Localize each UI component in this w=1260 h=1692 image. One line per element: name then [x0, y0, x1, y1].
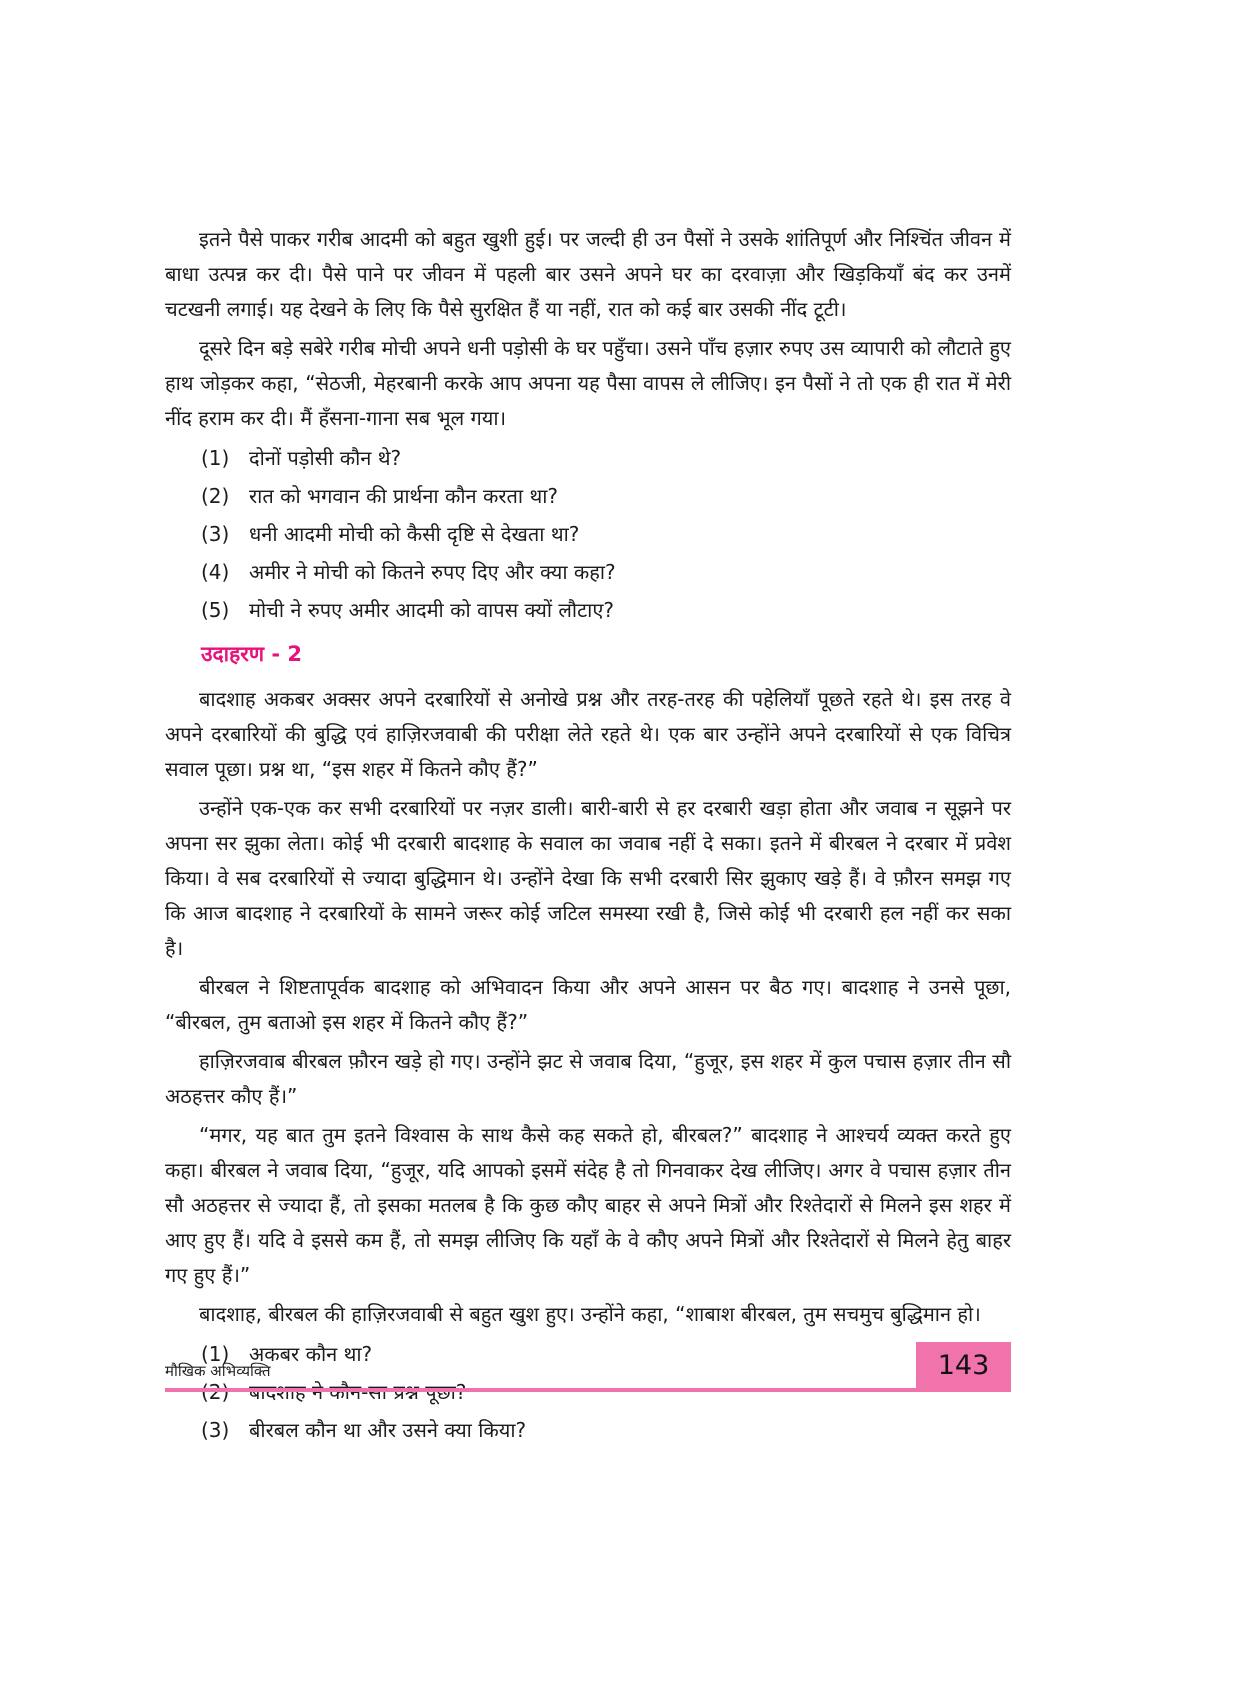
question-item — [201, 518, 1011, 551]
example-heading: उदाहरण - 2 — [201, 642, 302, 666]
paragraph-4: उन्होंने एक-एक कर सभी दरबारियों पर नज़र डाली। बारी-बारी से हर दरबारी खड़ा होता और जवाब न सूझने पर अपना सर झुका लेता। कोई भी दरबारी बादशाह के सवाल का जवाब नहीं दे सका। इतने में बीरबल ने दरबार में प्रवेश किया। वे सब दरबारियों से ज्यादा बुद्धिमान थे। उन्होंने देखा कि सभी दरबारी सिर झुकाए खड़े हैं। वे फ़ौरन समझ गए कि आज बादशाह ने दरबारियों के सामने जरूर कोई जटिल समस्या रखी है, जिसे कोई भी दरबारी हल नहीं कर सका है। — [165, 796, 1011, 960]
question-item — [201, 442, 1011, 475]
paragraph-1: इतने पैसे पाकर गरीब आदमी को बहुत खुशी हुई। पर जल्दी ही उन पैसों ने उसके शांतिपूर्ण और निश्चिंत जीवन में बाधा उत्पन्न कर दी। पैसे पाने पर जीवन में पहली बार उसने अपने घर का दरवाज़ा और खिड़कियाँ बंद कर उनमें चटखनी लगाई। यह देखने के लिए कि पैसे सुरक्षित हैं या नहीं, रात को कई बार उसकी नींद टूटी। — [165, 227, 1011, 321]
footer-chapter-label: मौखिक अभिव्यक्ति — [165, 1362, 271, 1380]
question-list-1 — [165, 442, 1011, 627]
question-number: (2) — [201, 1380, 230, 1404]
question-item — [201, 594, 1011, 627]
question-item — [201, 1414, 1011, 1447]
question-number: (4) — [201, 560, 230, 584]
paragraph-5: बीरबल ने शिष्टतापूर्वक बादशाह को अभिवादन किया और अपने आसन पर बैठ गए। बादशाह ने उनसे पूछा, “बीरबल, तुम बताओ इस शहर में कितने कौए हैं?” — [165, 975, 1011, 1034]
paragraph-8: बादशाह, बीरबल की हाज़िरजवाबी से बहुत खुश हुए। उन्होंने कहा, “शाबाश बीरबल, तुम सचमुच बुद्धिमान हो। — [199, 1302, 981, 1326]
question-number: (5) — [201, 598, 230, 622]
page-number-badge: 143 — [916, 1342, 1011, 1388]
question-text: अकबर कौन था? — [249, 1342, 373, 1366]
paragraph-2: दूसरे दिन बड़े सबेरे गरीब मोची अपने धनी पड़ोसी के घर पहुँचा। उसने पाँच हज़ार रुपए उस व्यापारी को लौटाते हुए हाथ जोड़कर कहा, “सेठजी, मेहरबानी करके आप अपना यह पैसा वापस ले लीजिए। इन पैसों ने तो एक ही रात में मेरी नींद हराम कर दी। मैं हँसना-गाना सब भूल गया। — [165, 336, 1011, 430]
question-text: बीरबल कौन था और उसने क्या किया? — [249, 1418, 527, 1442]
question-number: (1) — [201, 446, 230, 470]
question-number: (3) — [201, 522, 230, 546]
question-text: बादशाह ने कौन-सा प्रश्न पूछा? — [249, 1380, 467, 1404]
question-text: दोनों पड़ोसी कौन थे? — [249, 446, 402, 470]
page-body-text — [165, 222, 1011, 1455]
paragraph-3: बादशाह अकबर अक्सर अपने दरबारियों से अनोखे प्रश्न और तरह-तरह की पहेलियाँ पूछते रहते थे। इस तरह वे अपने दरबारियों की बुद्धि एवं हाज़िरजवाबी की परीक्षा लेते रहते थे। एक बार उन्होंने अपने दरबारियों से एक विचित्र सवाल पूछा। प्रश्न था, “इस शहर में कितने कौए हैं?” — [165, 687, 1011, 781]
paragraph-6: हाज़िरजवाब बीरबल फ़ौरन खड़े हो गए। उन्होंने झट से जवाब दिया, “हुजूर, इस शहर में कुल पचास हज़ार तीन सौ अठहत्तर कौए हैं।” — [165, 1049, 1011, 1108]
question-text: धनी आदमी मोची को कैसी दृष्टि से देखता था? — [249, 522, 580, 546]
question-item — [201, 556, 1011, 589]
paragraph-7: “मगर, यह बात तुम इतने विश्वास के साथ कैसे कह सकते हो, बीरबल?” बादशाह ने आश्चर्य व्यक्त करते हुए कहा। बीरबल ने जवाब दिया, “हुजूर, यदि आपको इसमें संदेह है तो गिनवाकर देख लीजिए। अगर वे पचास हज़ार तीन सौ अठहत्तर से ज्यादा हैं, तो इसका मतलब है कि कुछ कौए बाहर से अपने मित्रों और रिश्तेदारों से मिलने इस शहर में आए हुए हैं। यदि वे इससे कम हैं, तो समझ लीजिए कि यहाँ के वे कौए अपने मित्रों और रिश्तेदारों से मिलने हेतु बाहर गए हुए हैं।” — [165, 1123, 1011, 1287]
question-text: मोची ने रुपए अमीर आदमी को वापस क्यों लौटाए? — [249, 598, 615, 622]
page-footer — [165, 1342, 1011, 1392]
question-number: (1) — [201, 1342, 230, 1366]
question-number: (3) — [201, 1418, 230, 1442]
question-text: अमीर ने मोची को कितने रुपए दिए और क्या कहा? — [249, 560, 616, 584]
question-number: (2) — [201, 484, 230, 508]
question-item — [201, 480, 1011, 513]
question-text: रात को भगवान की प्रार्थना कौन करता था? — [249, 484, 559, 508]
